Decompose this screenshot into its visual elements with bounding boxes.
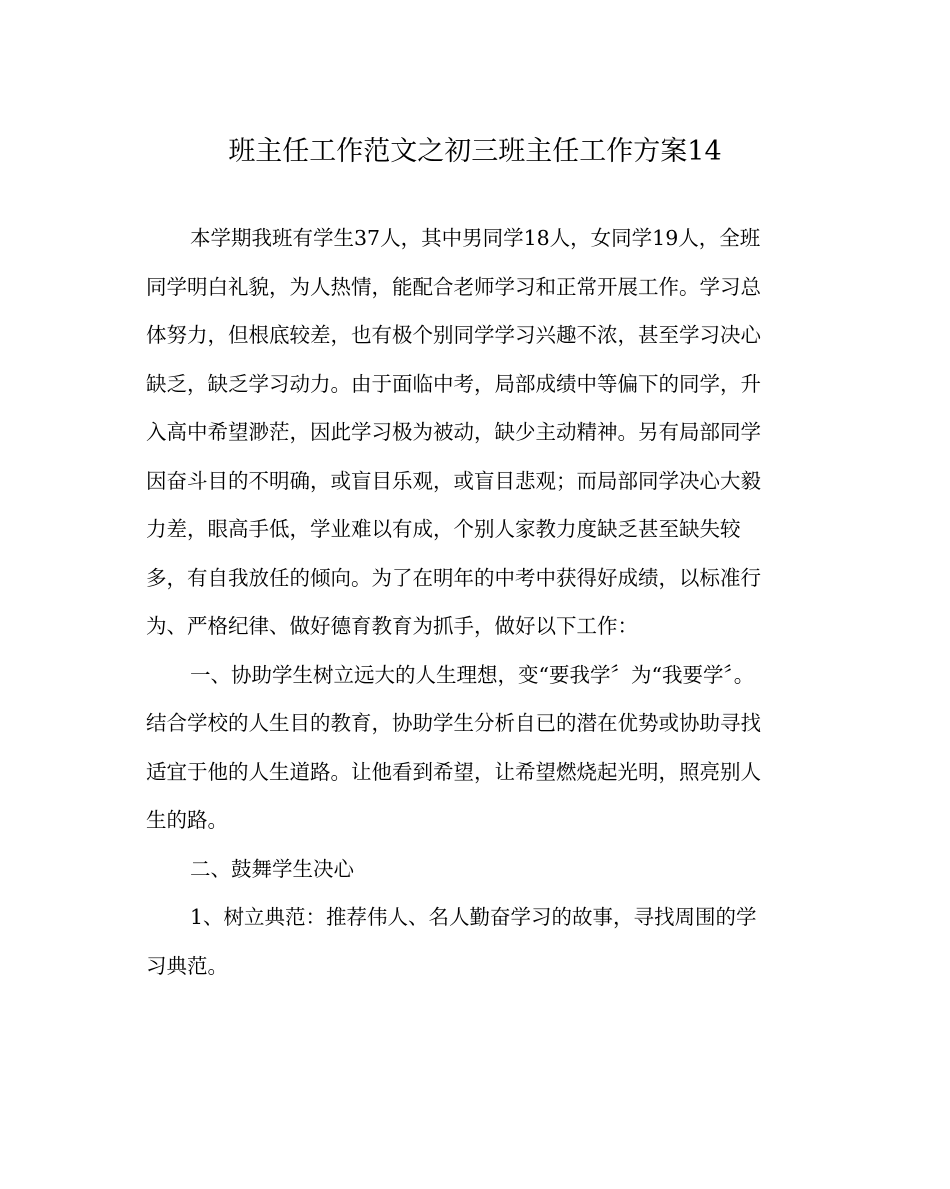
paragraph-line: 本学期我班有学生37人，其中男同学18人，女同学19人，全班: [190, 226, 761, 250]
paragraph-line: 适宜于他的人生道路。让他看到希望，让希望燃烧起光明，照亮别人: [146, 759, 761, 784]
paragraph-line: 体努力，但根底较差，也有极个别同学学习兴趣不浓，甚至学习决心: [146, 323, 761, 347]
section-heading: 二、鼓舞学生决心: [190, 856, 354, 881]
paragraph-line: 同学明白礼貌，为人热情，能配合老师学习和正常开展工作。学习总: [146, 274, 761, 299]
paragraph-line: 力差，眼高手低，学业难以有成，个别人家教力度缺乏甚至缺失较: [146, 517, 741, 541]
paragraph-line: 入高中希望渺茫，因此学习极为被动，缺少主动精神。另有局部同学: [146, 420, 761, 444]
document-title: 班主任工作范文之初三班主任工作方案14: [228, 136, 722, 167]
paragraph-line: 缺乏，缺乏学习动力。由于面临中考，局部成绩中等偏下的同学，升: [146, 371, 761, 396]
paragraph-line: 结合学校的人生目的教育，协助学生分析自已的潜在优势或协助寻找: [146, 711, 761, 735]
paragraph-line: 习典范。: [146, 953, 228, 978]
paragraph-line: 一、协助学生树立远大的人生理想，变“要我学〞为“我要学〞。: [190, 662, 755, 687]
paragraph-line: 为、严格纪律、做好德育教育为抓手，做好以下工作：: [146, 614, 638, 638]
document-body: [146, 218, 806, 994]
paragraph-line: 因奋斗目的不明确，或盲目乐观，或盲目悲观；而局部同学决心大毅: [146, 468, 761, 493]
paragraph-line: 1、树立典范：推荐伟人、名人勤奋学习的故事，寻找周围的学: [190, 905, 757, 929]
paragraph-line: 多，有自我放任的倾向。为了在明年的中考中获得好成绩，以标准行: [146, 565, 761, 590]
paragraph-line: 生的路。: [146, 808, 228, 832]
